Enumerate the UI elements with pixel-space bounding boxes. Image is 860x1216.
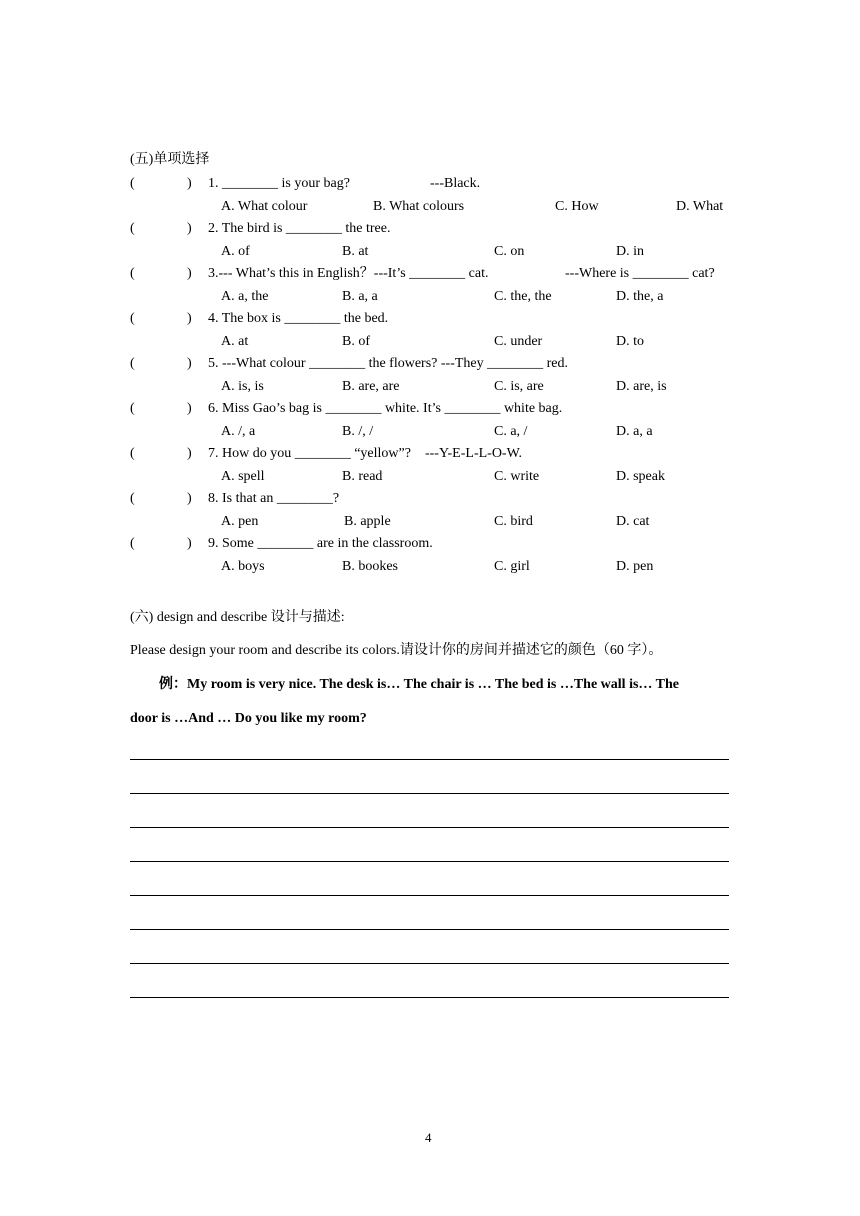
option-a[interactable]: A. boys bbox=[221, 559, 265, 574]
writing-line[interactable] bbox=[130, 997, 729, 998]
option-a[interactable]: A. What colour bbox=[221, 199, 308, 214]
question-extra: ---Where is ________ cat? bbox=[565, 266, 715, 281]
option-b[interactable]: B. What colours bbox=[373, 199, 465, 214]
answer-paren-open: ( bbox=[130, 176, 135, 191]
option-a[interactable]: A. a, the bbox=[221, 289, 269, 304]
answer-paren-close: ) bbox=[187, 176, 192, 191]
option-b[interactable]: B. a, a bbox=[342, 289, 378, 304]
option-b[interactable]: B. /, / bbox=[342, 424, 374, 439]
answer-paren-open: ( bbox=[130, 356, 135, 371]
option-a[interactable]: A. /, a bbox=[221, 424, 256, 439]
answer-paren-close: ) bbox=[187, 266, 192, 281]
answer-paren-open: ( bbox=[130, 266, 135, 281]
option-d[interactable]: D. a, a bbox=[616, 424, 653, 439]
option-c[interactable]: C. bird bbox=[494, 514, 533, 529]
option-a[interactable]: A. is, is bbox=[221, 379, 264, 394]
option-c[interactable]: C. girl bbox=[494, 559, 530, 574]
answer-paren-open: ( bbox=[130, 446, 135, 461]
option-b[interactable]: B. bookes bbox=[342, 559, 398, 574]
writing-line[interactable] bbox=[130, 759, 729, 760]
question-stem: 1. ________ is your bag? bbox=[208, 176, 350, 191]
section6-title: (六) design and describe 设计与描述: bbox=[130, 610, 345, 625]
writing-line[interactable] bbox=[130, 793, 729, 794]
option-b[interactable]: B. apple bbox=[344, 514, 391, 529]
answer-paren-open: ( bbox=[130, 401, 135, 416]
answer-paren-close: ) bbox=[187, 446, 192, 461]
question-stem: 5. ---What colour ________ the flowers? ---They ________ red. bbox=[208, 356, 569, 371]
answer-paren-open: ( bbox=[130, 491, 135, 506]
option-b[interactable]: B. at bbox=[342, 244, 369, 259]
writing-line[interactable] bbox=[130, 963, 729, 964]
question-stem: 4. The box is ________ the bed. bbox=[208, 311, 389, 326]
option-d[interactable]: D. pen bbox=[616, 559, 654, 574]
option-b[interactable]: B. are, are bbox=[342, 379, 400, 394]
answer-paren-close: ) bbox=[187, 491, 192, 506]
answer-paren-open: ( bbox=[130, 221, 135, 236]
example-line-2: door is …And … Do you like my room? bbox=[130, 711, 367, 726]
option-a[interactable]: A. at bbox=[221, 334, 249, 349]
section6-instruction: Please design your room and describe its colors.请设计你的房间并描述它的颜色（60 字）。 bbox=[130, 643, 663, 658]
question-stem: 9. Some ________ are in the classroom. bbox=[208, 536, 433, 551]
question-stem: 2. The bird is ________ the tree. bbox=[208, 221, 391, 236]
writing-line[interactable] bbox=[130, 895, 729, 896]
question-extra: ---Black. bbox=[430, 176, 481, 191]
answer-paren-close: ) bbox=[187, 311, 192, 326]
option-c[interactable]: C. on bbox=[494, 244, 525, 259]
option-c[interactable]: C. write bbox=[494, 469, 540, 484]
option-c[interactable]: C. is, are bbox=[494, 379, 544, 394]
writing-line[interactable] bbox=[130, 861, 729, 862]
option-d[interactable]: D. cat bbox=[616, 514, 650, 529]
example-line-1: 例：My room is very nice. The desk is… The chair is … The bed is …The wall is… The bbox=[159, 677, 679, 692]
option-a[interactable]: A. spell bbox=[221, 469, 265, 484]
option-c[interactable]: C. under bbox=[494, 334, 543, 349]
writing-line[interactable] bbox=[130, 929, 729, 930]
answer-paren-close: ) bbox=[187, 536, 192, 551]
section5-title: (五)单项选择 bbox=[130, 152, 210, 167]
option-a[interactable]: A. of bbox=[221, 244, 250, 259]
answer-paren-close: ) bbox=[187, 401, 192, 416]
option-b[interactable]: B. of bbox=[342, 334, 370, 349]
question-stem: 8. Is that an ________? bbox=[208, 491, 340, 506]
option-d[interactable]: D. the, a bbox=[616, 289, 664, 304]
option-d[interactable]: D. speak bbox=[616, 469, 665, 484]
page-number: 4 bbox=[425, 1130, 432, 1145]
answer-paren-close: ) bbox=[187, 221, 192, 236]
option-b[interactable]: B. read bbox=[342, 469, 383, 484]
answer-paren-open: ( bbox=[130, 311, 135, 326]
question-stem: 7. How do you ________ “yellow”? ---Y-E-L-L-O-W. bbox=[208, 446, 523, 461]
option-d[interactable]: D. are, is bbox=[616, 379, 667, 394]
question-stem: 6. Miss Gao’s bag is ________ white. It’s ________ white bag. bbox=[208, 401, 563, 416]
option-c[interactable]: C. How bbox=[555, 199, 599, 214]
option-d[interactable]: D. What bbox=[676, 199, 724, 214]
option-d[interactable]: D. in bbox=[616, 244, 644, 259]
option-c[interactable]: C. a, / bbox=[494, 424, 528, 439]
option-d[interactable]: D. to bbox=[616, 334, 644, 349]
answer-paren-open: ( bbox=[130, 536, 135, 551]
option-a[interactable]: A. pen bbox=[221, 514, 259, 529]
writing-line[interactable] bbox=[130, 827, 729, 828]
question-stem: 3.--- What’s this in English？---It’s ________ cat. bbox=[208, 266, 489, 281]
option-c[interactable]: C. the, the bbox=[494, 289, 552, 304]
answer-paren-close: ) bbox=[187, 356, 192, 371]
